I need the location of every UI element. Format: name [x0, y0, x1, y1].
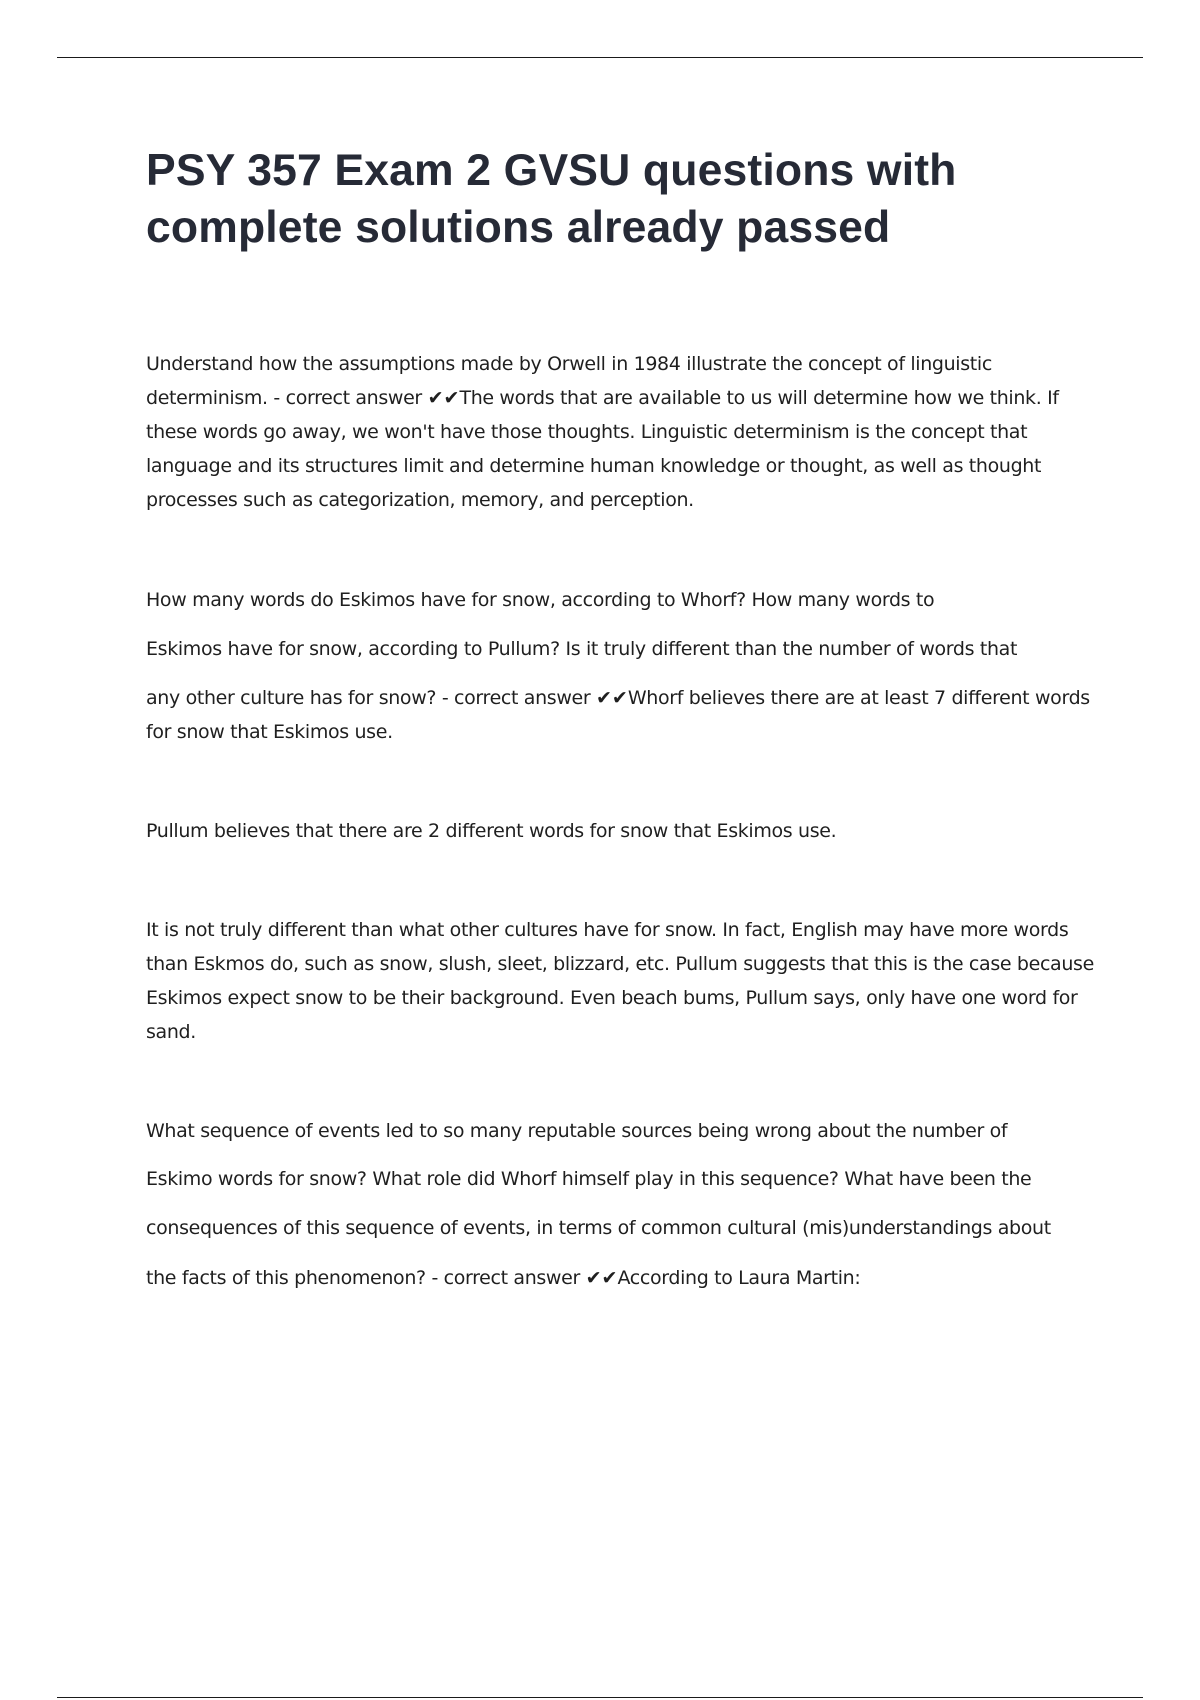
answer-line — [146, 681, 1096, 749]
document-title: PSY 357 Exam 2 GVSU questions with complete solutions already passed — [146, 146, 957, 252]
answer-paragraph-orwell — [146, 347, 1096, 517]
document-body — [146, 142, 1096, 1295]
question-line: What sequence of events led to so many reputable sources being wrong about the number of — [146, 1120, 1008, 1142]
question-line: consequences of this sequence of events, in terms of common cultural (mis)understandings about — [146, 1217, 1051, 1239]
question-line: Eskimo words for snow? What role did Whorf himself play in this sequence? What have been the — [146, 1168, 1032, 1190]
question-line: How many words do Eskimos have for snow, according to Whorf? How many words to — [146, 589, 935, 611]
answer-line — [146, 1261, 1096, 1295]
answer-text: According to Laura Martin: — [617, 1267, 861, 1289]
question-block-eskimo-words — [146, 583, 1096, 749]
question-text: the facts of this phenomenon? - correct answer — [146, 1267, 586, 1289]
question-line: Eskimos have for snow, according to Pullum? Is it truly different than the number of words that — [146, 638, 1018, 660]
answer-text: The words that are available to us will determine how we think. If these words go away, we won't have those thoughts. Linguistic determinism is the concept that language and its structures limit and determine human knowledge or thought, as well as thought processes such as categorization, memory, and perception. — [146, 387, 1059, 511]
answer-paragraph-comparison: It is not truly different than what other cultures have for snow. In fact, English may have more words than Eskmos do, such as snow, slush, sleet, blizzard, etc. Pullum suggests that this is the case because Eskimos expect snow to be their background. Even beach bums, Pullum says, only have one word for sand. — [146, 919, 1094, 1043]
answer-paragraph-pullum: Pullum believes that there are 2 different words for snow that Eskimos use. — [146, 820, 837, 842]
double-check-icon: ✔✔ — [596, 687, 628, 709]
question-text: any other culture has for snow? - correct answer — [146, 687, 597, 709]
answer-text: Whorf believes there are at least 7 different words for snow that Eskimos use. — [146, 687, 1090, 743]
double-check-icon: ✔✔ — [585, 1267, 618, 1289]
question-text: Understand how the assumptions made by Orwell in 1984 illustrate the concept of linguistic determinism. - correct answer — [146, 353, 992, 409]
top-rule — [57, 57, 1143, 58]
bottom-rule — [57, 1697, 1143, 1698]
question-block-sequence-of-events — [146, 1114, 1096, 1295]
double-check-icon: ✔✔ — [427, 387, 460, 409]
